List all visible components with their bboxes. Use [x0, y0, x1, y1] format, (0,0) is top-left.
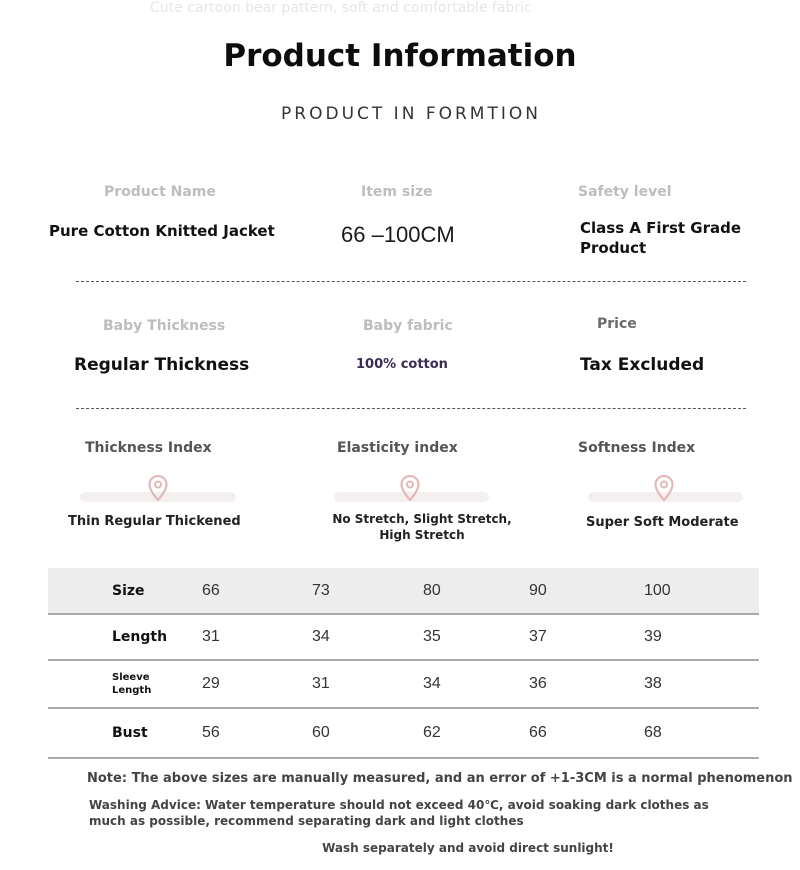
- row-label-line2: Length: [112, 685, 152, 696]
- location-pin-icon: [654, 475, 674, 501]
- safety-level-value: Class A First Grade Product: [580, 219, 742, 257]
- wash-separately-note: Wash separately and avoid direct sunlight!: [322, 841, 614, 855]
- size-table: [48, 568, 759, 759]
- item-size-label: Item size: [361, 184, 433, 200]
- baby-thickness-label: Baby Thickness: [103, 318, 226, 334]
- elasticity-index-label: Elasticity index: [337, 440, 458, 456]
- table-cell: 90: [529, 568, 644, 614]
- table-cell: 80: [423, 568, 529, 614]
- baby-fabric-value: 100% cotton: [356, 357, 448, 372]
- product-name-label: Product Name: [104, 184, 216, 200]
- row-label-line1: Sleeve: [112, 672, 150, 683]
- table-row: [48, 660, 759, 708]
- softness-index-value: Super Soft Moderate: [586, 515, 739, 530]
- table-cell: 56: [202, 724, 220, 741]
- table-cell: 38: [644, 675, 662, 692]
- thickness-index-value: Thin Regular Thickened: [68, 514, 241, 529]
- dashed-divider: [76, 281, 746, 282]
- elasticity-index-value-line1: No Stretch, Slight Stretch,: [332, 512, 512, 526]
- row-label: Length: [112, 629, 168, 645]
- table-cell: 66: [529, 724, 547, 741]
- page-subtitle: PRODUCT IN FORMTION: [281, 104, 541, 124]
- row-label: Size: [48, 568, 202, 614]
- location-pin-icon: [400, 475, 420, 501]
- baby-fabric-label: Baby fabric: [363, 318, 453, 334]
- row-label: Bust: [112, 725, 148, 741]
- row-label: [48, 660, 202, 708]
- product-name-value: Pure Cotton Knitted Jacket: [49, 222, 275, 240]
- safety-level-label: Safety level: [578, 184, 672, 200]
- washing-advice: Washing Advice: Water temperature should not exceed 40℃, avoid soaking dark clothes as much as possible, recommend separating dark and light clothes: [89, 798, 709, 828]
- table-row: [48, 614, 759, 660]
- baby-thickness-value: Regular Thickness: [74, 355, 250, 375]
- dashed-divider: [76, 408, 746, 409]
- softness-index-label: Softness Index: [578, 440, 696, 456]
- table-cell: 34: [423, 675, 441, 692]
- page-title: Product Information: [223, 38, 577, 74]
- measurement-note: Note: The above sizes are manually measured, and an error of +1-3CM is a normal phenomenon: [87, 771, 793, 786]
- table-cell: 34: [312, 628, 330, 645]
- location-pin-icon: [148, 475, 168, 501]
- table-cell: 31: [202, 628, 220, 645]
- table-cell: 68: [644, 724, 662, 741]
- table-cell: 37: [529, 628, 547, 645]
- table-cell: 35: [423, 628, 441, 645]
- table-cell: 73: [312, 568, 423, 614]
- table-cell: 66: [202, 568, 312, 614]
- table-cell: 31: [312, 675, 330, 692]
- thickness-index-label: Thickness Index: [85, 440, 212, 456]
- table-row: [48, 568, 759, 614]
- table-cell: 29: [202, 675, 220, 692]
- price-value: Tax Excluded: [580, 355, 705, 375]
- elasticity-index-value: [322, 511, 522, 543]
- table-row: [48, 708, 759, 758]
- elasticity-index-value-line2: High Stretch: [379, 528, 465, 542]
- item-size-value: 66 –100CM: [341, 222, 455, 247]
- header-ghost-text: Cute cartoon bear pattern, soft and comfortable fabric: [150, 0, 532, 16]
- table-cell: 36: [529, 675, 547, 692]
- table-cell: 62: [423, 724, 441, 741]
- table-cell: 60: [312, 724, 330, 741]
- table-cell: 39: [644, 628, 662, 645]
- table-cell: 100: [644, 568, 759, 614]
- price-label: Price: [597, 316, 637, 332]
